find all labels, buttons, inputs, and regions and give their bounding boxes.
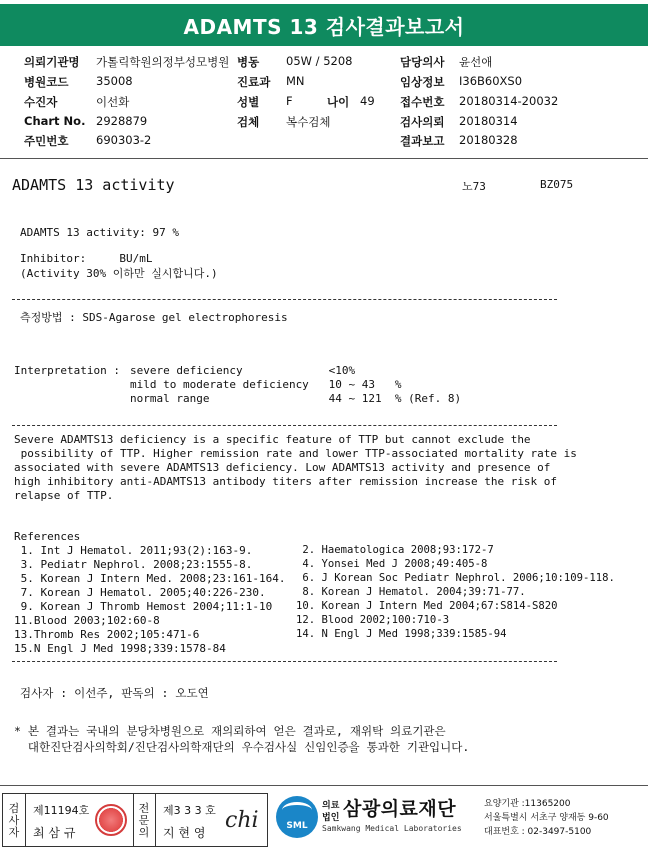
examiner-vertical-label (5, 797, 23, 845)
request-value: 20180314 (459, 114, 518, 128)
vertical-char: 사 (8, 814, 20, 827)
reference-item: 9. Korean J Thromb Hemost 2004;11:1-10 (14, 600, 273, 613)
logo-text: SML (286, 821, 308, 831)
report-code-2: BZ075 (540, 178, 574, 191)
report-date-label: 결과보고 (400, 134, 445, 148)
age-label: 나이 (327, 95, 350, 109)
org-code: 요양기관 :11365200 (484, 799, 571, 809)
institution-value: 가톨릭학원의정부성모병원 (96, 55, 230, 69)
hospital-code-value: 35008 (96, 74, 133, 88)
reference-item: 1. Int J Hematol. 2011;93(2):163-9. (14, 544, 253, 557)
interpretation-row: severe deficiency <10% (130, 364, 356, 377)
report-title: ADAMTS 13 검사결과보고서 (0, 4, 648, 46)
method-line: 측정방법 : SDS-Agarose gel electrophoresis (20, 311, 288, 324)
specialist-license: 제3 3 3 호 (163, 804, 216, 817)
org-prefix-1: 의료 (322, 801, 340, 811)
references-title: References (14, 530, 81, 543)
logo-wave-icon (282, 802, 312, 818)
note-line: * 본 결과는 국내의 분당차병원으로 재의뢰하여 얻은 결과로, 재위탁 의료기관은 (14, 724, 446, 738)
test-title: ADAMTS 13 activity (12, 176, 175, 194)
doctor-value: 윤선애 (459, 55, 493, 69)
vertical-char: 문 (138, 814, 150, 827)
patient-value: 이선화 (96, 95, 130, 109)
box-divider (133, 794, 134, 846)
comment-line: associated with severe ADAMTS13 deficiency. Low ADAMTS13 activity and presence of (14, 461, 551, 474)
comment-line: relapse of TTP. (14, 489, 114, 502)
interpretation-row: mild to moderate deficiency 10 ~ 43 % (130, 378, 402, 391)
id-label: 주민번호 (24, 134, 69, 148)
age-value: 49 (360, 94, 375, 108)
comment-line: high inhibitory anti-ADAMTS13 antibody titers after remission increase the risk of (14, 475, 558, 488)
examiner-line: 검사자 : 이선주, 판독의 : 오도연 (20, 686, 209, 700)
patient-info-header (0, 52, 648, 154)
sex-label: 성별 (237, 95, 260, 109)
institution-label: 의뢰기관명 (24, 55, 80, 69)
activity-result: ADAMTS 13 activity: 97 % (20, 226, 179, 239)
hospital-code-label: 병원코드 (24, 75, 69, 89)
department-label: 진료과 (237, 75, 271, 89)
specialist-signature: chi (225, 808, 259, 833)
specimen-label: 검체 (237, 115, 260, 129)
vertical-char: 전 (138, 802, 150, 815)
patient-label: 수진자 (24, 95, 58, 109)
ward-value: 05W / 5208 (286, 54, 353, 68)
specialist-vertical-label (135, 797, 153, 845)
report-code-1: 노73 (462, 180, 486, 193)
receipt-label: 접수번호 (400, 95, 445, 109)
comment-line: Severe ADAMTS13 deficiency is a specific feature of TTP but cannot exclude the (14, 433, 531, 446)
org-address: 서울특별시 서초구 양재동 9-60 (484, 813, 609, 823)
receipt-value: 20180314-20032 (459, 94, 559, 108)
header-row-4 (0, 114, 648, 134)
sex-value: F (286, 94, 293, 108)
reference-item: 7. Korean J Hematol. 2005;40:226-230. (14, 586, 266, 599)
box-divider (25, 794, 26, 846)
examiner-seal-stamp (95, 804, 127, 836)
header-divider (0, 158, 648, 159)
clinical-info-label: 임상정보 (400, 75, 445, 89)
header-row-3 (0, 94, 648, 114)
comment-line: possibility of TTP. Higher remission rate and lower TTP-associated mortality rate is (14, 447, 577, 460)
interpretation-row: normal range 44 ~ 121 % (Ref. 8) (130, 392, 462, 405)
clinical-info-value: I36B60XS0 (459, 74, 523, 88)
signature-box (2, 793, 268, 847)
footer (0, 790, 648, 852)
reference-item: 10. Korean J Intern Med 2004;67:S814-S820 (296, 600, 558, 612)
reference-item: 6. J Korean Soc Pediatr Nephrol. 2006;10:109-118. (296, 572, 615, 584)
inhibitor-result: Inhibitor: BU/mL (20, 252, 153, 265)
inhibitor-note: (Activity 30% 이하만 실시합니다.) (20, 267, 218, 280)
header-row-1 (0, 54, 648, 74)
vertical-char: 검 (8, 802, 20, 815)
specialist-name: 지 현 영 (163, 826, 206, 840)
id-value: 690303-2 (96, 133, 152, 147)
header-row-2 (0, 74, 648, 94)
examiner-name: 최 삼 규 (33, 826, 76, 840)
vertical-char: 의 (138, 826, 150, 839)
org-name: 삼광의료재단 (343, 798, 457, 820)
examiner-license: 제11194호 (33, 804, 90, 817)
chart-value: 2928879 (96, 114, 148, 128)
reference-item: 8. Korean J Hematol. 2004;39:71-77. (296, 586, 526, 598)
org-english-name: Samkwang Medical Laboratories (322, 824, 462, 833)
reference-item: 5. Korean J Intern Med. 2008;23:161-164. (14, 572, 286, 585)
doctor-label: 담당의사 (400, 55, 445, 69)
footer-divider (0, 785, 648, 786)
reference-item: 4. Yonsei Med J 2008;49:405-8 (296, 558, 488, 570)
department-value: MN (286, 74, 305, 88)
reference-item: 14. N Engl J Med 1998;339:1585-94 (296, 628, 507, 640)
org-prefix-2: 법인 (322, 813, 340, 823)
interpretation-label: Interpretation : (14, 364, 120, 377)
reference-item: 13.Thromb Res 2002;105:471-6 (14, 628, 200, 641)
box-divider (155, 794, 156, 846)
specimen-value: 복수검체 (286, 115, 331, 129)
reference-item: 12. Blood 2002;100:710-3 (296, 614, 450, 626)
reference-item: 15.N Engl J Med 1998;339:1578-84 (14, 642, 226, 655)
dashed-divider (12, 425, 557, 426)
request-label: 검사의뢰 (400, 115, 445, 129)
reference-item: 3. Pediatr Nephrol. 2008;23:1555-8. (14, 558, 253, 571)
header-row-5 (0, 133, 648, 153)
reference-item: 2. Haematologica 2008;93:172-7 (296, 544, 494, 556)
dashed-divider (12, 661, 557, 662)
vertical-char: 자 (8, 826, 20, 839)
ward-label: 병동 (237, 55, 260, 69)
dashed-divider (12, 299, 557, 300)
note-line: 대한진단검사의학회/진단검사의학재단의 우수검사실 신임인증을 통과한 기관입니다. (14, 740, 470, 754)
chart-label: Chart No. (24, 114, 86, 128)
reference-item: 11.Blood 2003;102:60-8 (14, 614, 160, 627)
org-phone: 대표번호 : 02-3497-5100 (484, 827, 592, 837)
report-date-value: 20180328 (459, 133, 518, 147)
